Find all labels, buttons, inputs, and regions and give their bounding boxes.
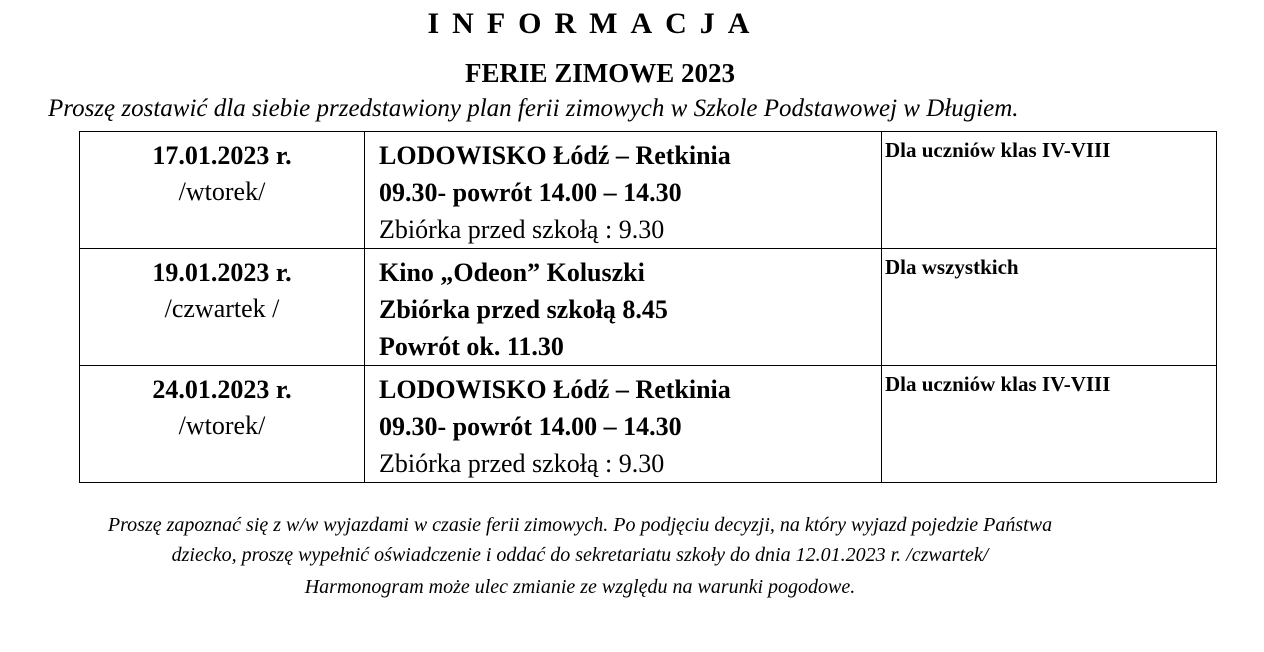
event-weekday: /wtorek/ bbox=[178, 411, 266, 440]
footer-note-line-1: Proszę zapoznać się z w/w wyjazdami w czasie ferii zimowych. Po podjęciu decyzji, na który wyjazd pojedzie Państwa bbox=[107, 514, 1053, 536]
event-return: Powrót ok. 11.30 bbox=[379, 332, 564, 361]
schedule-row bbox=[80, 132, 1217, 249]
event-cell bbox=[365, 366, 882, 483]
footer-note-line-2: dziecko, proszę wypełnić oświadczenie i oddać do sekretariatu szkoły do dnia 12.01.2023 r. /czwartek/ bbox=[171, 544, 989, 566]
event-date: 19.01.2023 r. bbox=[152, 258, 292, 287]
event-group: Dla uczniów klas IV-VIII bbox=[885, 372, 1111, 396]
event-cell bbox=[365, 132, 882, 249]
event-meeting: Zbiórka przed szkołą : 9.30 bbox=[379, 449, 665, 478]
date-cell bbox=[80, 132, 365, 249]
group-cell bbox=[882, 366, 1217, 483]
event-place: LODOWISKO Łódź – Retkinia bbox=[379, 375, 731, 404]
page-title: INFORMACJA bbox=[427, 7, 763, 40]
schedule-row bbox=[80, 249, 1217, 366]
intro-text: Proszę zostawić dla siebie przedstawiony plan ferii zimowych w Szkole Podstawowej w Długiem. bbox=[48, 95, 1019, 122]
page-subtitle: FERIE ZIMOWE 2023 bbox=[464, 58, 736, 88]
event-time: 09.30- powrót 14.00 – 14.30 bbox=[379, 178, 682, 207]
event-place: LODOWISKO Łódź – Retkinia bbox=[379, 141, 731, 170]
event-group: Dla uczniów klas IV-VIII bbox=[885, 138, 1111, 162]
schedule-row bbox=[80, 366, 1217, 483]
event-date: 24.01.2023 r. bbox=[152, 375, 292, 404]
date-cell bbox=[80, 249, 365, 366]
event-date: 17.01.2023 r. bbox=[152, 141, 292, 170]
group-cell bbox=[882, 249, 1217, 366]
event-weekday: /czwartek / bbox=[164, 294, 280, 323]
footer-note-line-3: Harmonogram może ulec zmianie ze względu na warunki pogodowe. bbox=[304, 576, 856, 598]
event-group: Dla wszystkich bbox=[885, 255, 1019, 279]
date-cell bbox=[80, 366, 365, 483]
schedule-table bbox=[79, 131, 1217, 483]
event-weekday: /wtorek/ bbox=[178, 177, 266, 206]
event-time: 09.30- powrót 14.00 – 14.30 bbox=[379, 412, 682, 441]
event-meeting: Zbiórka przed szkołą : 9.30 bbox=[379, 215, 665, 244]
event-cell bbox=[365, 249, 882, 366]
event-place: Kino „Odeon” Koluszki bbox=[379, 258, 645, 287]
event-meeting: Zbiórka przed szkołą 8.45 bbox=[379, 295, 668, 324]
group-cell bbox=[882, 132, 1217, 249]
